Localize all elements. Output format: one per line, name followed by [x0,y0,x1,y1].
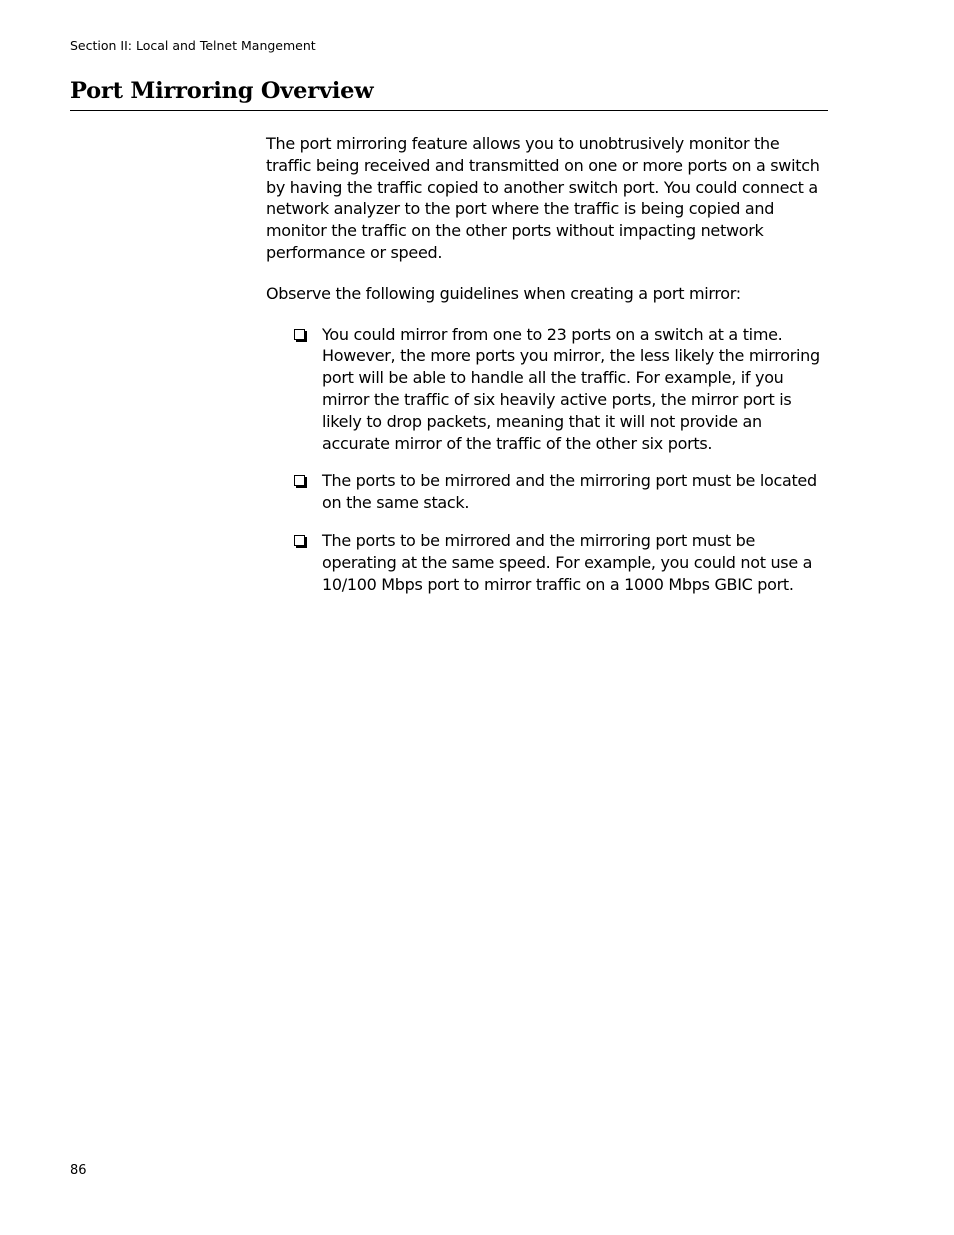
body-content [266,133,828,611]
checkbox-bullet-icon [294,535,305,546]
list-item [294,470,828,514]
checkbox-bullet-icon [294,329,305,340]
guidelines-list [266,324,828,596]
intro-paragraph: The port mirroring feature allows you to unobtrusively monitor the traffic being received and transmitted on one or more ports on a switch by having the traffic copied to another switch port. You could connect a network analyzer to the port where the traffic is being copied and monitor the traffic on the other ports without impacting network performance or speed. [266,134,820,262]
list-item-text: You could mirror from one to 23 ports on a switch at a time. However, the more ports you mirror, the less likely the mirroring port will be able to handle all the traffic. For example, if you mirror the traffic of six heavily active ports, the mirror port is likely to drop packets, meaning that it will not provide an accurate mirror of the traffic of the other six ports. [322,324,820,453]
section-title: Port Mirroring Overview [70,76,828,111]
list-item-text: The ports to be mirrored and the mirroring port must be operating at the same speed. For example, you could not use a 10/100 Mbps port to mirror traffic on a 1000 Mbps GBIC port. [322,530,813,594]
list-item [294,324,828,455]
page-number: 86 [70,1163,87,1178]
checkbox-bullet-icon [294,475,305,486]
guidelines-intro: Observe the following guidelines when creating a port mirror: [266,283,741,303]
list-item-text: The ports to be mirrored and the mirroring port must be located on the same stack. [322,471,817,513]
running-header: Section II: Local and Telnet Mangement [70,38,316,53]
list-item [294,530,828,595]
